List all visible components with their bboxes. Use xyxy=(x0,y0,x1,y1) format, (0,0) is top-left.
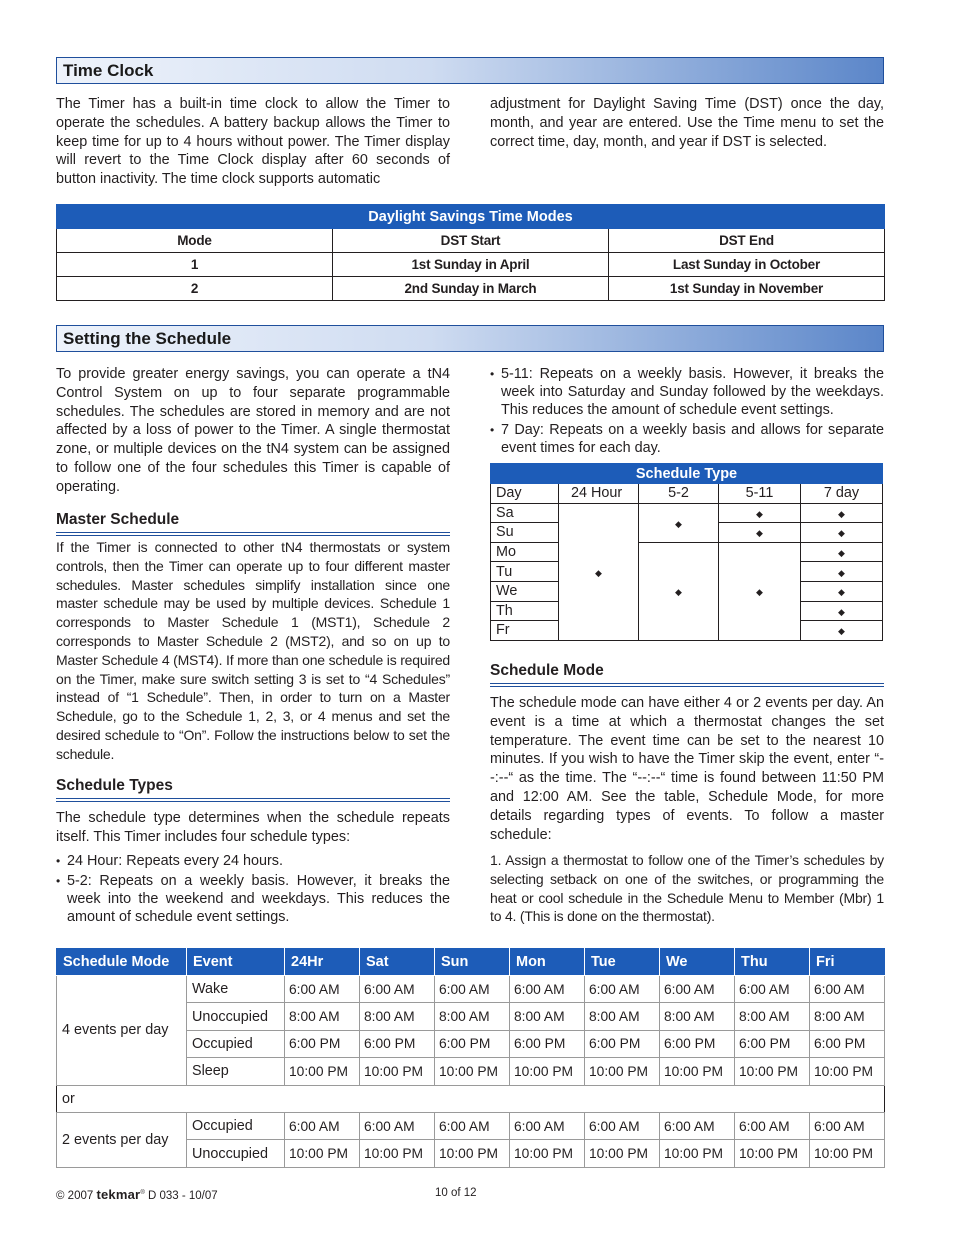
list-item: • 7 Day: Repeats on a weekly basis and allows for separate event times for each day. xyxy=(490,421,884,457)
schedule-types-heading: Schedule Types xyxy=(56,777,450,799)
section-heading-time-clock: Time Clock xyxy=(56,57,884,84)
event-time: 6:00 AM xyxy=(285,976,360,1003)
event-time: 10:00 PM xyxy=(660,1058,735,1085)
smode-header: Thu xyxy=(735,949,810,976)
event-time: 8:00 AM xyxy=(735,1003,810,1030)
section-heading-setting-schedule: Setting the Schedule xyxy=(56,325,884,352)
schedule-mode-table xyxy=(56,948,885,1168)
event-time: 10:00 PM xyxy=(510,1140,585,1167)
smode-header: Schedule Mode xyxy=(57,949,187,976)
diamond-marker: ◆ xyxy=(838,508,845,519)
event-time: 6:00 AM xyxy=(585,1112,660,1139)
event-time: 8:00 AM xyxy=(360,1003,435,1030)
event-time: 6:00 AM xyxy=(810,1112,885,1139)
stype-cell-7day xyxy=(801,503,883,523)
diamond-marker: ◆ xyxy=(675,587,682,598)
smode-header: Event xyxy=(187,949,285,976)
stype-cell-7day xyxy=(801,621,883,641)
smode-header: Tue xyxy=(585,949,660,976)
event-time: 6:00 PM xyxy=(585,1030,660,1057)
event-time: 8:00 AM xyxy=(285,1003,360,1030)
stype-day: Fr xyxy=(491,621,559,641)
event-time: 10:00 PM xyxy=(285,1140,360,1167)
stype-day: We xyxy=(491,581,559,601)
event-time: 6:00 AM xyxy=(510,1112,585,1139)
diamond-marker: ◆ xyxy=(838,567,845,578)
event-time: 6:00 AM xyxy=(660,976,735,1003)
schedule-type-table-title: Schedule Type xyxy=(491,464,883,484)
stype-header-7day: 7 day xyxy=(801,484,883,504)
event-time: 10:00 PM xyxy=(810,1058,885,1085)
event-time: 10:00 PM xyxy=(285,1058,360,1085)
table-row xyxy=(57,1085,885,1112)
schedule-types-list-left xyxy=(56,852,450,928)
copyright-text: © 2007 xyxy=(56,1190,94,1202)
schedule-types-list-right xyxy=(490,365,884,459)
stype-cell-5-2-weekdays xyxy=(639,542,719,640)
document-code: D 033 - 10/07 xyxy=(147,1190,218,1202)
diamond-marker: ◆ xyxy=(595,567,602,578)
diamond-marker: ◆ xyxy=(838,528,845,539)
event-time: 8:00 AM xyxy=(660,1003,735,1030)
stype-header-day: Day xyxy=(491,484,559,504)
stype-day: Sa xyxy=(491,503,559,523)
event-name: Unoccupied xyxy=(187,1140,285,1167)
event-time: 10:00 PM xyxy=(510,1058,585,1085)
master-schedule-text: If the Timer is connected to other tN4 thermostats or system controls, then the Timer can operate up to four different master schedules. Master schedules simplify installation since one master schedule may be used by multiple devices. Schedule 1 corresponds to Master Schedule 1 (MST1), Schedule 2 corresponds to Master Schedule 2 (MST2), and so on up to Master Schedule 4 (MST4). If more than one schedule is required on the Timer, make sure switch setting 3 is set to “4 Schedules” instead of “1 Schedule”. Then, in order to turn on a Master Schedule, go to the Schedule 1, 2, 3, or 4 menus and set the desired schedule to “On”. Follow the instructions below to set the schedule. xyxy=(56,539,450,762)
stype-cell-5-2-weekend xyxy=(639,503,719,542)
stype-cell-5-11-weekdays xyxy=(719,542,801,640)
stype-header-5-2: 5-2 xyxy=(639,484,719,504)
event-time: 6:00 AM xyxy=(285,1112,360,1139)
dst-modes-table xyxy=(56,204,885,301)
event-time: 6:00 PM xyxy=(285,1030,360,1057)
master-schedule-heading: Master Schedule xyxy=(56,511,450,533)
event-time: 8:00 AM xyxy=(810,1003,885,1030)
dst-header-mode: Mode xyxy=(57,229,333,253)
event-time: 6:00 AM xyxy=(435,1112,510,1139)
smode-header: 24Hr xyxy=(285,949,360,976)
stype-header-5-11: 5-11 xyxy=(719,484,801,504)
schedule-mode-text: The schedule mode can have either 4 or 2 events per day. An event is a time at which a thermostat changes the set temperature. The event time can be set to the nearest 10 minutes. If you wish to have the Timer skip the event, enter “--:--“ as the time. The “--:--“ time is found between 11:50 PM and 12:00 AM. See the table, Schedule Mode, for more details regarding types of events. To follow a master schedule: xyxy=(490,695,884,843)
event-time: 6:00 AM xyxy=(660,1112,735,1139)
list-item: • 5-11: Repeats on a weekly basis. However, it breaks the week into Saturday and Sunday followed by the weekdays. This reduces the amount of schedule event settings. xyxy=(490,365,884,419)
smode-header: Fri xyxy=(810,949,885,976)
event-time: 8:00 AM xyxy=(435,1003,510,1030)
event-time: 10:00 PM xyxy=(660,1140,735,1167)
footer-copyright xyxy=(56,1187,218,1202)
table-row xyxy=(57,277,885,301)
dst-cell: Last Sunday in October xyxy=(609,253,885,277)
smode-header: Sat xyxy=(360,949,435,976)
event-time: 6:00 AM xyxy=(735,976,810,1003)
dst-cell: 2nd Sunday in March xyxy=(333,277,609,301)
event-time: 6:00 AM xyxy=(810,976,885,1003)
diamond-marker: ◆ xyxy=(675,518,682,529)
diamond-marker: ◆ xyxy=(756,508,763,519)
time-clock-left-text: The Timer has a built-in time clock to allow the Timer to operate the schedules. A battery backup allows the Timer to keep time for up to 4 hours without power. The Timer display will revert to the Time Clock display after 60 seconds of button inactivity. The time clock supports automatic xyxy=(56,96,450,188)
event-time: 10:00 PM xyxy=(585,1140,660,1167)
stype-day: Th xyxy=(491,601,559,621)
setting-schedule-intro: To provide greater energy savings, you can operate a tN4 Control System on up to four separate programmable schedules. The schedules are stored in memory and are not affected by a loss of power to the Timer. A single thermostat zone, or multiple devices on the tN4 system can be assigned to follow one of the four schedules this Timer is capable of operating. xyxy=(56,366,450,495)
event-name: Occupied xyxy=(187,1030,285,1057)
event-time: 10:00 PM xyxy=(735,1140,810,1167)
page-number: 10 of 12 xyxy=(435,1187,477,1199)
schedule-mode-label: 2 events per day xyxy=(57,1112,187,1167)
dst-cell: 1 xyxy=(57,253,333,277)
schedule-type-table xyxy=(490,463,883,641)
diamond-marker: ◆ xyxy=(756,528,763,539)
time-clock-right-text: adjustment for Daylight Saving Time (DST) once the day, month, and year are entered. Use the Time menu to set the correct time, day, month, and year if DST is selected. xyxy=(490,96,884,150)
event-time: 10:00 PM xyxy=(360,1140,435,1167)
stype-cell-7day xyxy=(801,562,883,582)
dst-header-start: DST Start xyxy=(333,229,609,253)
stype-cell-5-11-sa xyxy=(719,503,801,523)
table-row xyxy=(57,1112,885,1139)
list-item: • 5-2: Repeats on a weekly basis. However, it breaks the week into the weekend and weekdays. This reduces the amount of schedule event settings. xyxy=(56,872,450,926)
event-time: 6:00 AM xyxy=(435,976,510,1003)
event-time: 10:00 PM xyxy=(435,1140,510,1167)
stype-cell-7day xyxy=(801,581,883,601)
event-time: 6:00 PM xyxy=(735,1030,810,1057)
event-name: Occupied xyxy=(187,1112,285,1139)
stype-cell-24hour xyxy=(559,503,639,640)
stype-cell-5-11-su xyxy=(719,523,801,543)
dst-cell: 1st Sunday in April xyxy=(333,253,609,277)
dst-table-title: Daylight Savings Time Modes xyxy=(57,205,885,229)
event-time: 6:00 AM xyxy=(360,1112,435,1139)
schedule-mode-step-1: 1. Assign a thermostat to follow one of the Timer’s schedules by selecting setback on one of the switches, or programming the heat or cool schedule in the Schedule Menu to Member (Mbr) 1 to 4. (This is done on the thermostat). xyxy=(490,852,884,925)
table-row xyxy=(57,253,885,277)
schedule-mode-heading: Schedule Mode xyxy=(490,662,884,684)
list-item: • 24 Hour: Repeats every 24 hours. xyxy=(56,852,450,870)
diamond-marker: ◆ xyxy=(838,587,845,598)
event-time: 8:00 AM xyxy=(585,1003,660,1030)
schedule-types-text: The schedule type determines when the schedule repeats itself. This Timer includes four schedule types: xyxy=(56,810,450,845)
event-time: 10:00 PM xyxy=(810,1140,885,1167)
dst-cell: 2 xyxy=(57,277,333,301)
stype-header-24hour: 24 Hour xyxy=(559,484,639,504)
event-time: 10:00 PM xyxy=(360,1058,435,1085)
stype-day: Su xyxy=(491,523,559,543)
dst-header-end: DST End xyxy=(609,229,885,253)
brand-logo: tekmar xyxy=(96,1187,141,1202)
event-time: 6:00 PM xyxy=(435,1030,510,1057)
event-time: 6:00 AM xyxy=(735,1112,810,1139)
smode-header: Sun xyxy=(435,949,510,976)
diamond-marker: ◆ xyxy=(838,606,845,617)
event-time: 10:00 PM xyxy=(585,1058,660,1085)
event-time: 10:00 PM xyxy=(735,1058,810,1085)
diamond-marker: ◆ xyxy=(838,548,845,559)
stype-cell-7day xyxy=(801,523,883,543)
diamond-marker: ◆ xyxy=(838,626,845,637)
event-time: 6:00 PM xyxy=(510,1030,585,1057)
dst-cell: 1st Sunday in November xyxy=(609,277,885,301)
event-name: Sleep xyxy=(187,1058,285,1085)
event-time: 6:00 AM xyxy=(360,976,435,1003)
or-separator: or xyxy=(57,1085,885,1112)
event-time: 6:00 PM xyxy=(660,1030,735,1057)
diamond-marker: ◆ xyxy=(756,587,763,598)
event-time: 8:00 AM xyxy=(510,1003,585,1030)
event-time: 6:00 AM xyxy=(585,976,660,1003)
stype-cell-7day xyxy=(801,601,883,621)
stype-cell-7day xyxy=(801,542,883,562)
schedule-mode-label: 4 events per day xyxy=(57,976,187,1086)
event-time: 6:00 PM xyxy=(810,1030,885,1057)
event-time: 10:00 PM xyxy=(435,1058,510,1085)
event-time: 6:00 AM xyxy=(510,976,585,1003)
smode-header: Mon xyxy=(510,949,585,976)
event-time: 6:00 PM xyxy=(360,1030,435,1057)
event-name: Wake xyxy=(187,976,285,1003)
stype-day: Mo xyxy=(491,542,559,562)
table-row xyxy=(57,976,885,1003)
event-name: Unoccupied xyxy=(187,1003,285,1030)
stype-day: Tu xyxy=(491,562,559,582)
trademark-mark: ® xyxy=(140,1190,145,1197)
smode-header: We xyxy=(660,949,735,976)
